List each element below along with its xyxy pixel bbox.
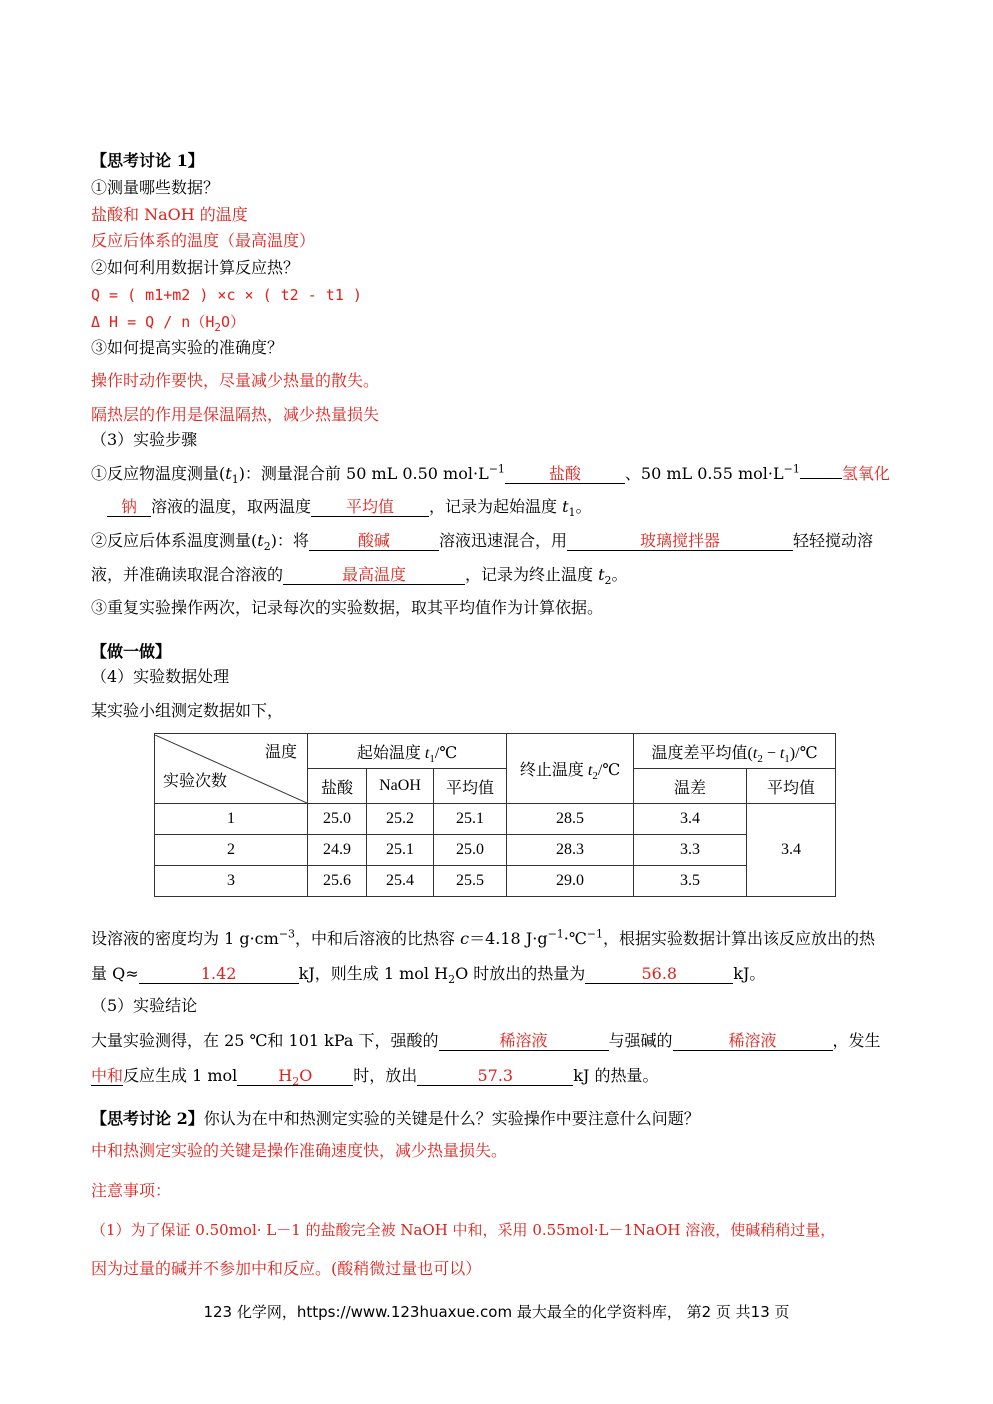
table-row — [155, 804, 836, 835]
think1-a1-2: 反应后体系的温度（最高温度） — [91, 231, 316, 250]
end-header: 终止温度 $t_2/℃$ — [507, 734, 634, 804]
cell-end: 28.3 — [507, 835, 634, 866]
conclusion-line1: 大量实验测得，在 25 ℃和 101 kPa 下，强酸的 稀溶液 与强碱的 稀溶液 ，发生 — [91, 1031, 881, 1050]
cell-naoh: 25.2 — [367, 804, 434, 835]
col-diff: 温差 — [634, 769, 747, 804]
fill-heat: 56.8 — [585, 965, 733, 984]
step1-line1: ①反应物温度测量$(t_1)$：测量混合前 50 mL 0.50 $mol\cdot L^{-1}$ 盐酸 、50 mL 0.55 $mol\cdot L^{-1}$ 氢氧化 — [91, 462, 890, 487]
cell-n: 2 — [155, 835, 308, 866]
think2-line: 【思考讨论 2】你认为在中和热测定实验的关键是什么？实验操作中要注意什么问题？ — [91, 1109, 700, 1128]
cell-avg: 25.5 — [434, 866, 507, 897]
corner-bottom: 实验次数 — [163, 772, 228, 790]
fill-hcl: 盐酸 — [505, 465, 625, 484]
fill-naoh-b: 钠 — [107, 498, 151, 517]
cell-n: 1 — [155, 804, 308, 835]
corner-cell — [155, 734, 308, 804]
data-table — [154, 733, 836, 897]
conclusion-title: （5）实验结论 — [91, 996, 198, 1015]
start-header: 起始温度 $t_1/℃$ — [308, 734, 507, 769]
corner-top: 温度 — [264, 743, 297, 761]
doit-sub: （4）实验数据处理 — [91, 667, 230, 686]
diff-header: 温度差平均值($t_2$ − $t_1)/℃$ — [634, 734, 836, 769]
fill-avg: 平均值 — [311, 498, 429, 517]
think2-a3: （1）为了保证 0.50mol· L－1 的盐酸完全被 NaOH 中和，采用 0.55mol·L－1NaOH 溶液，使碱稍稍过量， — [91, 1221, 836, 1239]
fill-neutralize: 中和 — [91, 1066, 124, 1085]
col-naoh: NaOH — [367, 769, 434, 804]
fill-naoh-a: 氢氧化 — [841, 464, 890, 483]
cell-n: 3 — [155, 866, 308, 897]
cell-hcl: 24.9 — [308, 835, 367, 866]
think2-a1: 中和热测定实验的关键是操作准确速度快，减少热量损失。 — [91, 1141, 508, 1160]
cell-avg: 25.1 — [434, 804, 507, 835]
fill-maxtemp: 最高温度 — [283, 566, 465, 585]
cell-diff: 3.5 — [634, 866, 747, 897]
step1-line2: 钠 溶液的温度，取两温度 平均值 ，记录为起始温度 $t_1$。 — [107, 497, 592, 517]
think1-q3: ③如何提高实验的准确度？ — [91, 338, 284, 357]
table-row — [155, 835, 836, 866]
doit-intro: 某实验小组测定数据如下， — [91, 701, 284, 720]
cell-diff: 3.4 — [634, 804, 747, 835]
fill-q: 1.42 — [139, 965, 299, 984]
think1-a3-1: 操作时动作要快，尽量减少热量的散失。 — [91, 371, 380, 390]
fill-water: $H_2O$ — [237, 1067, 353, 1086]
fill-dilute-acid: 稀溶液 — [439, 1032, 609, 1051]
think2-a4: 因为过量的碱并不参加中和反应。(酸稍微过量也可以） — [91, 1259, 482, 1278]
think1-q1: ①测量哪些数据？ — [91, 178, 220, 197]
col-avg: 平均值 — [434, 769, 507, 804]
fill-stirrer: 玻璃搅拌器 — [567, 532, 793, 551]
cell-avg: 25.0 — [434, 835, 507, 866]
fill-acidbase: 酸碱 — [309, 532, 439, 551]
think1-a1-1: 盐酸和 NaOH 的温度 — [91, 205, 248, 224]
think1-a3-2: 隔热层的作用是保温隔热，减少热量损失 — [91, 405, 380, 424]
step2-line1: ②反应后体系温度测量$(t_2)$：将 酸碱 溶液迅速混合，用 玻璃搅拌器 轻轻搅动溶 — [91, 531, 873, 554]
step3: ③重复实验操作两次，记录每次的实验数据，取其平均值作为计算依据。 — [91, 598, 604, 617]
think1-a2-2: Δ $H = Q / n(H_2O)$ — [91, 313, 246, 334]
col-hcl: 盐酸 — [308, 769, 367, 804]
cell-end: 29.0 — [507, 866, 634, 897]
think2-a2: 注意事项： — [91, 1181, 172, 1200]
cell-naoh: 25.4 — [367, 866, 434, 897]
fill-573: 57.3 — [417, 1067, 573, 1086]
col-diffavg: 平均值 — [747, 769, 836, 804]
cell-overall-avg: 3.4 — [747, 804, 836, 897]
calc-line2: 量 Q≈ 1.42 kJ，则生成 1 mol $H_2O$ 时放出的热量为 56.8 kJ。 — [91, 964, 766, 987]
think1-q2: ②如何利用数据计算反应热？ — [91, 258, 300, 277]
page-footer: 123 化学网，https://www.123huaxue.com 最大最全的化学资料库， 第2 页 共13 页 — [203, 1303, 790, 1321]
fill-dilute-base: 稀溶液 — [673, 1032, 833, 1051]
table-row — [155, 866, 836, 897]
cell-diff: 3.3 — [634, 835, 747, 866]
cell-end: 28.5 — [507, 804, 634, 835]
cell-hcl: 25.6 — [308, 866, 367, 897]
step2-line2: 液，并准确读取混合溶液的 最高温度 ，记录为终止温度 $t_2$。 — [91, 565, 628, 588]
steps-title: （3）实验步骤 — [91, 430, 198, 449]
think1-a2-1: Q = ( m1+m2 ) ×c × ( t2 - t1 ) — [91, 286, 362, 304]
calc-line1: 设溶液的密度均为 1 $g\cdot cm^{-3}$，中和后溶液的比热容 c＝4.18 $J\cdot g^{-1}\cdot℃^{-1}$，根据实验数据计算出该反应放出的热 — [91, 927, 876, 948]
cell-hcl: 25.0 — [308, 804, 367, 835]
conclusion-line2: 中和反应生成 1 mol $H_2O$ 时，放出 57.3 kJ 的热量。 — [91, 1066, 659, 1089]
think1-title: 【思考讨论 1】 — [91, 151, 204, 170]
doit-title: 【做一做】 — [91, 642, 172, 661]
cell-naoh: 25.1 — [367, 835, 434, 866]
